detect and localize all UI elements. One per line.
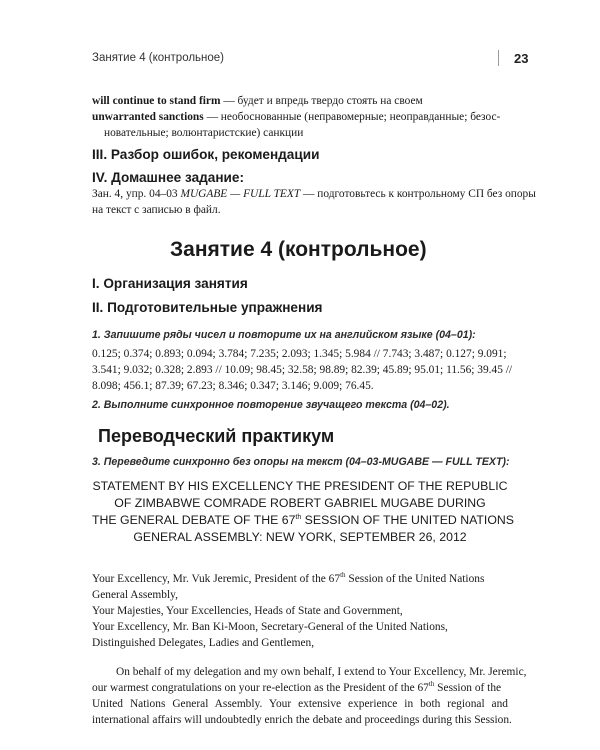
- ordinal-suffix: th: [295, 514, 302, 521]
- section-heading-iii: III. Разбор ошибок, рекомендации: [92, 147, 320, 162]
- salutation-text: Session of the United Nations: [345, 573, 485, 585]
- glossary-entry: [92, 109, 500, 125]
- practicum-title: Переводческий практикум: [98, 426, 335, 446]
- salutation-line: Distinguished Delegates, Ladies and Gentlemen,: [92, 637, 315, 649]
- paragraph-line: international affairs will undoubtedly enrich the debate and proceedings during this Session.: [92, 714, 512, 726]
- statement-text: SESSION OF THE UNITED NATIONS: [301, 513, 514, 527]
- glossary-definition-continued: новательные; волюнтаристские) санкции: [104, 127, 304, 139]
- numbers-line: 8.098; 456.1; 87.39; 67.23; 8.346; 0.347; 3.146; 9.009; 76.45.: [92, 380, 374, 392]
- glossary-term: will continue to stand firm: [92, 95, 221, 107]
- exercise-3-heading: 3. Переведите синхронно без опоры на текст (04–03-MUGABE — FULL TEXT):: [92, 456, 510, 468]
- statement-line: STATEMENT BY HIS EXCELLENCY THE PRESIDENT OF THE REPUBLIC: [92, 479, 508, 493]
- page-number: 23: [514, 51, 529, 66]
- salutation-text: Your Excellency, Mr. Vuk Jeremic, President of the 67: [92, 573, 341, 585]
- paragraph-text: our warmest congratulations on your re-election as the President of the 67: [92, 682, 429, 694]
- salutation-line: Your Majesties, Your Excellencies, Heads of State and Government,: [92, 605, 403, 617]
- homework-suffix: — подготовьтесь к контрольному СП без опоры: [300, 188, 536, 200]
- lesson-title: Занятие 4 (контрольное): [170, 238, 427, 261]
- numbers-line: 0.125; 0.374; 0.893; 0.094; 3.784; 7.235; 2.093; 1.345; 5.984 // 7.743; 3.487; 0.127; 9.091;: [92, 348, 507, 360]
- salutation-line: Your Excellency, Mr. Ban Ki-Moon, Secretary-General of the United Nations,: [92, 621, 448, 633]
- section-heading-i: I. Организация занятия: [92, 276, 248, 291]
- homework-text: [92, 186, 536, 202]
- header-divider: [498, 50, 499, 66]
- paragraph-line: United Nations General Assembly. Your extensive experience in both regional and: [92, 698, 508, 710]
- exercise-1-heading: 1. Запишите ряды чисел и повторите их на английском языке (04–01):: [92, 329, 476, 341]
- homework-prefix: Зан. 4, упр. 04–03: [92, 188, 181, 200]
- statement-line: GENERAL ASSEMBLY: NEW YORK, SEPTEMBER 26, 2012: [133, 530, 467, 544]
- statement-text: THE GENERAL DEBATE OF THE 67: [92, 513, 296, 527]
- section-heading-iv: IV. Домашнее задание:: [92, 170, 244, 185]
- ordinal-suffix: th: [428, 680, 435, 688]
- paragraph-line: On behalf of my delegation and my own behalf, I extend to Your Excellency, Mr. Jeremic,: [116, 666, 527, 678]
- glossary-entry: [92, 93, 423, 109]
- paragraph-line: [92, 680, 501, 696]
- homework-text-line2: на текст с записью в файл.: [92, 204, 221, 216]
- exercise-2-heading: 2. Выполните синхронное повторение звучащего текста (04–02).: [92, 399, 450, 411]
- statement-line: [92, 512, 514, 529]
- numbers-line: 3.541; 9.032; 0.328; 2.893 // 10.09; 98.45; 32.58; 98.89; 82.39; 45.89; 95.01; 11.56; 39.45 //: [92, 364, 513, 376]
- statement-line: OF ZIMBABWE COMRADE ROBERT GABRIEL MUGABE DURING: [114, 496, 486, 510]
- salutation-line: [92, 571, 484, 587]
- glossary-definition: — необоснованные (неправомерные; неоправданные; безос-: [203, 111, 501, 123]
- glossary-term: unwarranted sanctions: [92, 111, 204, 123]
- glossary-definition: — будет и впредь твердо стоять на своем: [220, 95, 423, 107]
- ordinal-suffix: th: [340, 571, 346, 579]
- salutation-line: General Assembly,: [92, 589, 178, 601]
- paragraph-text: Session of the: [434, 682, 502, 694]
- running-title: Занятие 4 (контрольное): [92, 52, 225, 64]
- section-heading-ii: II. Подготовительные упражнения: [92, 300, 323, 315]
- homework-italic: MUGABE — FULL TEXT: [180, 188, 301, 200]
